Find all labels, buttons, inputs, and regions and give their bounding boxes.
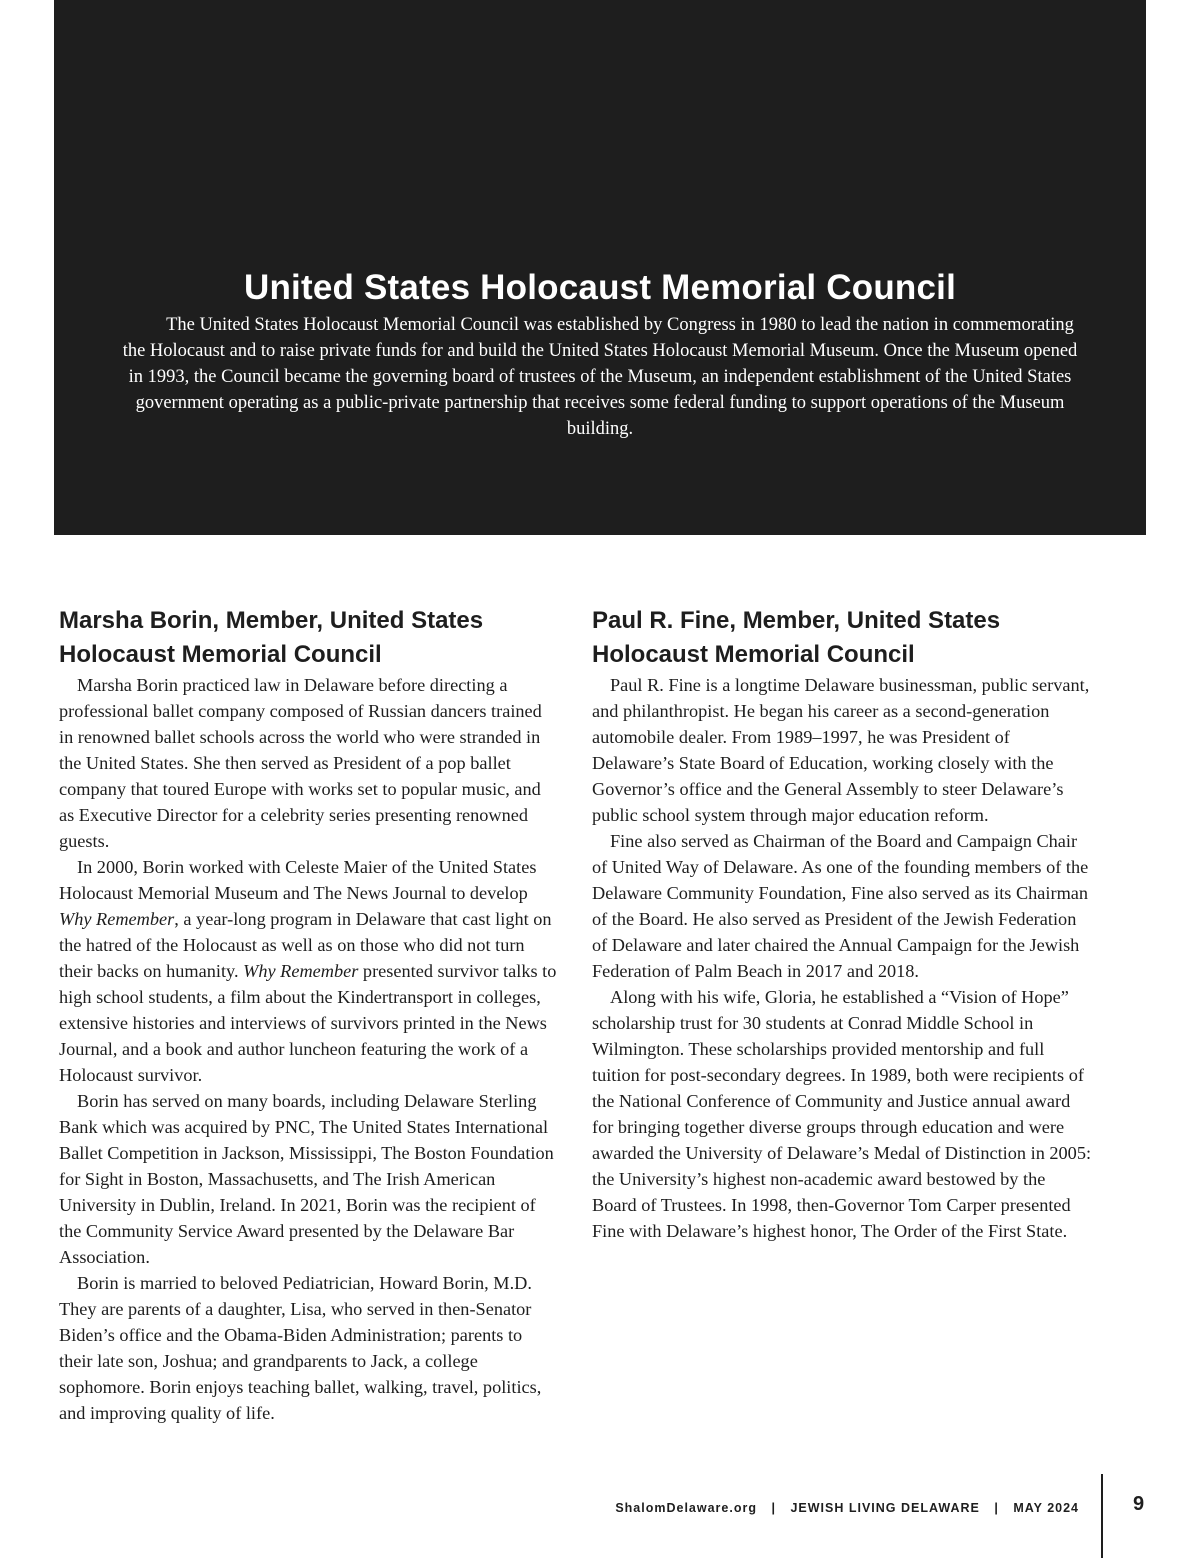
footer-separator: | [994, 1501, 999, 1515]
right-paragraph-3: Along with his wife, Gloria, he established a “Vision of Hope” scholarship trust for 30 students at Conrad Middle School in Wilmington. These scholarships provided mentorship and full tuition for post-secondary degrees. In 1989, both were recipients of the National Conference of Community and Justice annual award for bringing together diverse groups through education and were awarded the University of Delaware’s Medal of Distinction in 2005: the University’s highest non-academic award bestowed by the Board of Trustees. In 1998, then-Governor Tom Carper presented Fine with Delaware’s highest honor, The Order of the First State. [592, 987, 1092, 1241]
page-number: 9 [1133, 1493, 1145, 1515]
banner-text: The United States Holocaust Memorial Council was established by Congress in 1980 to lead the nation in commemorating the Holocaust and to raise private funds for and build the United States Holocaust Memorial Museum. Once the Museum opened in 1993, the Council became the governing board of trustees of the Museum, an independent establishment of the United States government operating as a public-private partnership that receives some federal funding to support operations of the Museum building. [122, 315, 1078, 439]
banner-title: United States Holocaust Memorial Council [244, 268, 956, 307]
footer-date: MAY 2024 [1013, 1501, 1079, 1515]
left-p2-text-b: , a year-long program in Delaware that cast light on the hatred of the Holocaust as well as on those who did not turn their backs on humanity. [59, 909, 552, 981]
right-paragraph-2: Fine also served as Chairman of the Board and Campaign Chair of United Way of Delaware. As one of the founding members of the Delaware Community Foundation, Fine also served as its Chairman of the Board. He also served as President of the Jewish Federation of Delaware and later chaired the Annual Campaign for the Jewish Federation of Palm Beach in 2017 and 2018. [592, 831, 1089, 981]
footer-divider [1101, 1474, 1103, 1558]
left-paragraph-4: Borin is married to beloved Pediatrician, Howard Borin, M.D. They are parents of a daughter, Lisa, who served in then-Senator Biden’s office and the Obama-Biden Administration; parents to their late son, Joshua; and grandparents to Jack, a college sophomore. Borin enjoys teaching ballet, walking, travel, politics, and improving quality of life. [59, 1273, 542, 1423]
footer-site-link[interactable]: ShalomDelaware.org [615, 1501, 757, 1515]
left-paragraph-2 [59, 854, 559, 1088]
right-column [592, 604, 1092, 1244]
left-column [59, 604, 559, 1426]
banner [54, 0, 1146, 535]
left-paragraph-1: Marsha Borin practiced law in Delaware before directing a professional ballet company composed of Russian dancers trained in renowned ballet schools across the world who were stranded in the United States. She then served as President of a pop ballet company that toured Europe with works set to popular music, and as Executive Director for a celebrity series presenting renowned guests. [59, 675, 542, 851]
footer-publication: JEWISH LIVING DELAWARE [790, 1501, 980, 1515]
left-paragraph-3: Borin has served on many boards, including Delaware Sterling Bank which was acquired by PNC, The United States International Ballet Competition in Jackson, Mississippi, The Boston Foundation for Sight in Boston, Massachusetts, and The Irish American University in Dublin, Ireland. In 2021, Borin was the recipient of the Community Service Award presented by the Delaware Bar Association. [59, 1091, 554, 1267]
left-p2-text-a: In 2000, Borin worked with Celeste Maier of the United States Holocaust Memorial Museum and The News Journal to develop [59, 857, 537, 903]
left-p2-italic-2: Why Remember [243, 961, 359, 981]
right-heading: Paul R. Fine, Member, United States Holocaust Memorial Council [592, 607, 1001, 668]
left-p2-italic-1: Why Remember [59, 909, 175, 929]
left-p2-text-c: presented survivor talks to high school students, a film about the Kindertransport in colleges, extensive histories and interviews of survivors printed in the News Journal, and a book and author luncheon featuring the work of a Holocaust survivor. [59, 961, 557, 1085]
left-heading: Marsha Borin, Member, United States Holocaust Memorial Council [59, 607, 484, 668]
footer [615, 1501, 1079, 1515]
footer-separator: | [771, 1501, 776, 1515]
right-paragraph-1: Paul R. Fine is a longtime Delaware businessman, public servant, and philanthropist. He began his career as a second-generation automobile dealer. From 1989–1997, he was President of Delaware’s State Board of Education, working closely with the Governor’s office and the General Assembly to steer Delaware’s public school system through major education reform. [592, 675, 1090, 825]
